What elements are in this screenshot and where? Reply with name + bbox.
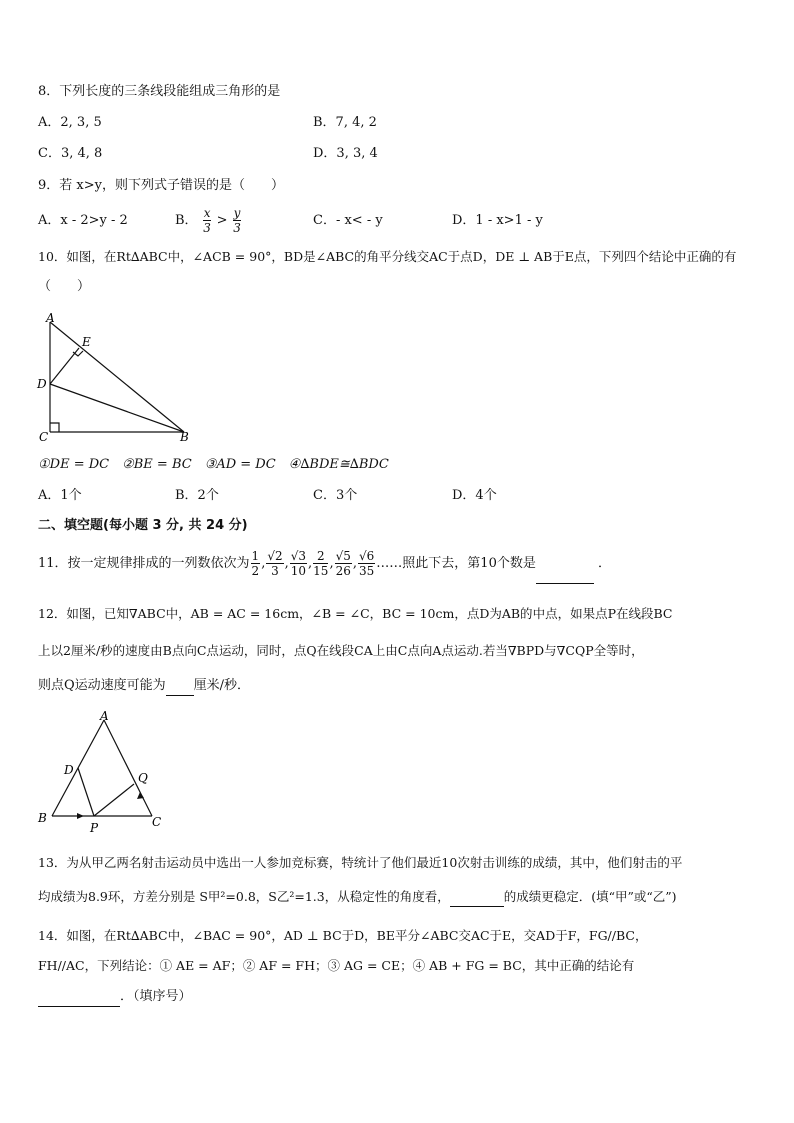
q14-line-3 xyxy=(38,987,192,1007)
fraction-numerator: √3 xyxy=(290,549,307,563)
q13-line-2 xyxy=(38,887,677,907)
q10-label-e: E xyxy=(82,335,91,349)
fraction-denominator: 3 xyxy=(271,564,279,578)
q12-label-a: A xyxy=(100,710,109,723)
q14-line-3-text: ．（填序号） xyxy=(120,989,192,1004)
q11-fraction-6 xyxy=(358,549,375,578)
fraction-numerator: √6 xyxy=(359,549,375,563)
q10-option-d: D．4个 xyxy=(452,488,497,503)
q12-label-q: Q xyxy=(138,771,148,785)
q12-line-1: 12．如图，已知∇ABC中，AB = AC = 16cm，∠B = ∠C，BC = 10cm，点D为AB的中点，如果点P在线段BC xyxy=(38,606,673,621)
fraction-denominator: 2 xyxy=(251,564,260,578)
q10-label-a: A xyxy=(46,311,55,325)
section-fill-in-title: 二、填空题(每小题 3 分, 共 24 分) xyxy=(38,518,248,533)
q12-label-c: C xyxy=(152,815,162,829)
q13-line-1: 13．为从甲乙两名射击运动员中选出一人参加竞标赛，特统计了他们最近10次射击训练的成绩，其中，他们射击的平 xyxy=(38,855,683,870)
q9-stem: 9．若 x>y，则下列式子错误的是（ ） xyxy=(38,178,284,193)
q12-segment-pq xyxy=(94,784,134,816)
q8-option-b: B．7, 4, 2 xyxy=(313,115,377,130)
q8-option-c: C．3, 4, 8 xyxy=(38,146,103,161)
fraction-denominator: 26 xyxy=(335,564,351,578)
q12-arrow-c-to-a xyxy=(137,792,144,799)
q9-fraction-y-over-3 xyxy=(233,206,242,235)
q13-line-2-a: 均成绩为8.9环，方差分别是 S甲²=0.8，S乙²=1.3，从稳定性的角度看， xyxy=(38,889,450,904)
q13-answer-blank[interactable] xyxy=(450,890,504,907)
fraction-denominator: 10 xyxy=(290,564,307,578)
q11-prefix: 11．按一定规律排成的一列数依次为 xyxy=(38,556,250,571)
q10-option-c: C．3个 xyxy=(313,488,358,503)
q9-option-b xyxy=(175,204,242,238)
q10-side-ab xyxy=(50,322,184,432)
q10-option-a: A．1个 xyxy=(38,488,82,503)
fraction-numerator: x xyxy=(203,206,211,220)
q9-option-b-prefix: B． xyxy=(175,213,198,228)
q12-label-d: D xyxy=(64,763,74,777)
q11-fraction-2 xyxy=(266,549,283,578)
q11-suffix: ……照此下去，第10个数是 xyxy=(376,556,536,571)
q11-end: ． xyxy=(597,556,611,571)
q10-right-angle-e xyxy=(73,351,83,356)
q12-triangle-figure xyxy=(34,710,174,838)
q11-fraction-4 xyxy=(313,549,328,578)
q12-line-3-a: 则点Q运动速度可能为 xyxy=(38,678,166,693)
q12-segment-dp xyxy=(78,768,94,816)
q12-line-2: 上以2厘米/秒的速度由B点向C点运动，同时，点Q在线段CA上由C点向A点运动.若当∇BPD与∇CQP全等时， xyxy=(38,643,644,658)
fraction-numerator: 2 xyxy=(313,549,328,564)
q9-option-b-gt: > xyxy=(216,213,228,228)
fraction-numerator: 1 xyxy=(251,549,260,563)
fraction-numerator: √2 xyxy=(267,549,283,563)
q10-stem: 10．如图，在Rt∆ABC中，∠ACB = 90°，BD是∠ABC的角平分线交AC于点D，DE ⊥ AB于E点，下列四个结论中正确的有 xyxy=(38,249,737,264)
q12-label-b: B xyxy=(38,811,47,825)
q9-option-c: C．- x< - y xyxy=(313,213,383,228)
q9-option-d: D．1 - x>1 - y xyxy=(452,213,543,228)
q14-line-2: FH//AC，下列结论：① AE = AF；② AF = FH；③ AG = CE；④ AB + FG = BC，其中正确的结论有 xyxy=(38,958,635,973)
q11-answer-blank[interactable] xyxy=(536,567,594,584)
q12-answer-blank[interactable] xyxy=(166,679,194,696)
q13-line-2-b: 的成绩更稳定．(填“甲”或“乙”) xyxy=(503,889,677,904)
q10-segment-bd xyxy=(50,384,184,432)
q12-label-p: P xyxy=(90,821,99,835)
q10-paren: （ ） xyxy=(38,279,91,294)
q9-option-a: A．x - 2>y - 2 xyxy=(38,213,128,228)
q12-line-3 xyxy=(38,676,250,696)
q8-stem: 8．下列长度的三条线段能组成三角形的是 xyxy=(38,84,281,99)
q9-fraction-x-over-3 xyxy=(203,206,212,235)
q10-label-c: C xyxy=(39,430,49,444)
fraction-numerator: √5 xyxy=(335,549,351,563)
q8-option-a: A．2, 3, 5 xyxy=(38,115,102,130)
q10-option-b: B．2个 xyxy=(175,488,219,503)
q12-arrow-b-to-c xyxy=(77,813,84,819)
q8-option-d: D．3, 3, 4 xyxy=(313,146,378,161)
q10-right-angle-c xyxy=(50,423,59,432)
q10-label-b: B xyxy=(180,430,189,444)
q10-conclusions: ①DE = DC ②BE = BC ③AD = DC ④∆BDE≅∆BDC xyxy=(38,457,389,472)
fraction-denominator: 15 xyxy=(313,564,329,578)
q14-line-1: 14．如图，在Rt∆ABC中，∠BAC = 90°，AD ⊥ BC于D，BE平分∠ABC交AC于E，交AD于F，FG//BC， xyxy=(38,928,648,943)
q11-fraction-3 xyxy=(290,549,307,578)
q10-triangle-figure xyxy=(34,310,204,445)
q14-answer-blank[interactable] xyxy=(38,990,120,1007)
q11-fraction-5 xyxy=(335,549,352,578)
q11: 11．按一定规律排成的一列数依次为 $\frac{1}{2}$ , $\frac{√2}{3}$ , $\frac{√3}{10}$ , $\frac{2}{15}$ , $\frac{√5}{26}$ , $\frac{√6}{35}$ ……照此下去，第10个数是 ． xyxy=(38,544,611,584)
fraction-denominator: 3 xyxy=(233,221,241,235)
fraction-denominator: 35 xyxy=(359,564,375,578)
fraction-numerator: y xyxy=(233,206,241,220)
fraction-denominator: 3 xyxy=(203,221,211,235)
q11-fraction-1 xyxy=(251,549,261,578)
q10-label-d: D xyxy=(37,377,47,391)
q12-line-3-b: 厘米/秒． xyxy=(193,678,251,693)
